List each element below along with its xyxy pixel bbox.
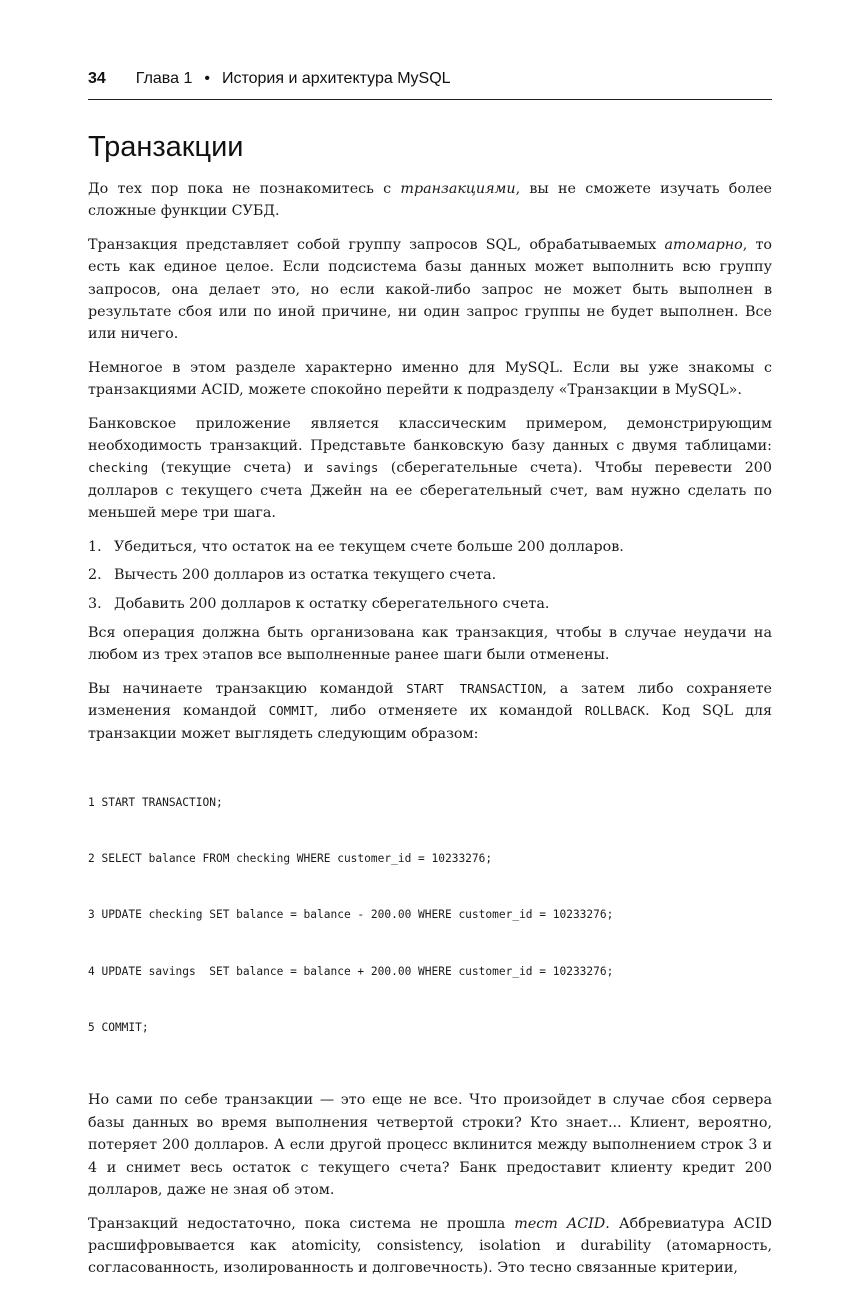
- code-line: 1 START TRANSACTION;: [88, 795, 223, 809]
- list-item: 2. Вычесть 200 долларов из остатка текущего счета.: [88, 567, 497, 584]
- chapter-label: Глава 1: [135, 70, 193, 87]
- term-acid-test: тест ACID: [514, 1215, 606, 1232]
- paragraph-commands: Вы начинаете транзакцию командой START TRANSACTION, а затем либо сохраняете изменения командой COMMIT, либо отменяете их командой ROLLBACK. Код SQL для транзакции может выглядеть следующим образом:: [88, 680, 772, 742]
- paragraph-rollback-note: Вся операция должна быть организована как транзакция, чтобы в случае неудачи на любом из трех этапов все выполненные ранее шаги были отменены.: [88, 624, 772, 664]
- paragraph-bank-example: Банковское приложение является классическим примером, демонстрирующим необходимость транзакций. Представьте банковскую базу данных с двумя таблицами: checking (текущие счета) и savings (сберегательные счета). Чтобы перевести 200 долларов с текущего счета Джейн на ее сберегательный счет, вам нужно сделать по меньшей мере три шага.: [88, 415, 772, 522]
- section-heading: Транзакции: [88, 131, 244, 163]
- list-item: 3. Добавить 200 долларов к остатку сберегательного счета.: [88, 595, 550, 612]
- page-body: [88, 128, 772, 1291]
- paragraph-failure-scenario: Но сами по себе транзакции — это еще не все. Что произойдет в случае сбоя сервера базы данных во время выполнения четвертой строки? Кто знает... Клиент, вероятно, потеряет 200 долларов. А если другой процесс вклинится между выполнением строк 3 и 4 и снимет весь остаток с текущего счета? Банк предоставит клиенту кредит 200 долларов, даже не зная об этом.: [88, 1092, 772, 1199]
- code-commit: COMMIT: [268, 703, 314, 719]
- paragraph-definition: Транзакция представляет собой группу запросов SQL, обрабатываемых атомарно, то есть как единое целое. Если подсистема базы данных может выполнить всю группу запросов, она делает это, но если какой-либо запрос не может быть выполнен в результате сбоя или по иной причине, ни один запрос группы не будет выполнен. Все или ничего.: [88, 236, 773, 343]
- code-line: 3 UPDATE checking SET balance = balance - 200.00 WHERE customer_id = 10233276;: [88, 908, 614, 922]
- header-separator: •: [204, 70, 210, 87]
- code-checking: checking: [88, 460, 149, 476]
- chapter-title: История и архитектура MySQL: [221, 70, 451, 87]
- running-header: [88, 70, 772, 88]
- code-line: 5 COMMIT;: [88, 1021, 149, 1035]
- code-rollback: ROLLBACK: [584, 703, 646, 719]
- paragraph-intro: До тех пор пока не познакомитесь с транзакциями, вы не сможете изучать более сложные функции СУБД.: [88, 181, 773, 220]
- term-atomically: атомарно: [664, 236, 743, 253]
- list-item: 1. Убедиться, что остаток на ее текущем счете больше 200 долларов.: [88, 538, 624, 555]
- sql-code-listing: [88, 756, 772, 1076]
- code-start-transaction: START TRANSACTION: [406, 680, 543, 696]
- paragraph-acid: Транзакций недостаточно, пока система не прошла тест ACID. Аббревиатура ACID расшифровывается как atomicity, consistency, isolation и durability (атомарность, согласованность, изолированность и долговечность). Это тесно связанные критерии,: [88, 1215, 772, 1277]
- header-rule: [88, 99, 772, 100]
- code-line: 4 UPDATE savings SET balance = balance + 200.00 WHERE customer_id = 10233276;: [88, 964, 614, 978]
- term-transactions: транзакциями: [400, 181, 516, 197]
- paragraph-mysql-note: Немногое в этом разделе характерно именно для MySQL. Если вы уже знакомы с транзакциями ACID, можете спокойно перейти к подразделу «Транзакции в MySQL».: [88, 359, 772, 399]
- code-savings: savings: [325, 460, 379, 476]
- steps-list: [88, 536, 772, 615]
- page-number: 34: [88, 70, 106, 87]
- code-line: 2 SELECT balance FROM checking WHERE customer_id = 10233276;: [88, 851, 493, 865]
